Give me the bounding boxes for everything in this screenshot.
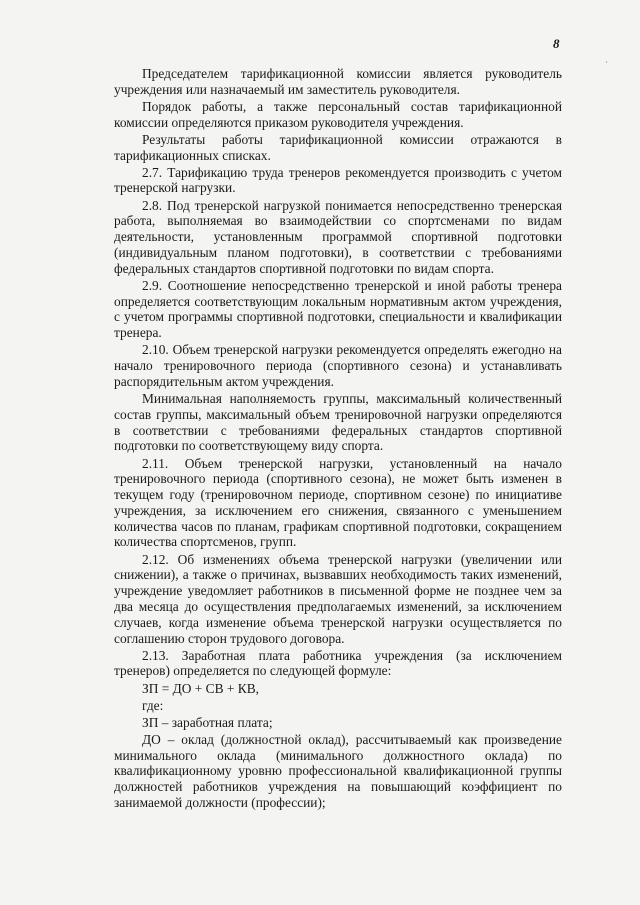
paragraph-2-10: 2.10. Объем тренерской нагрузки рекомендуется определять ежегодно на начало тренировочного периода (спортивного сезона) и устанавливать распорядительным актом учреждения. [114, 342, 562, 389]
document-body [114, 66, 562, 812]
paragraph-group-size: Минимальная наполняемость группы, максимальный количественный состав группы, максимальный объем тренировочной нагрузки определяются в соответствии с требованиями федеральных стандартов спортивной подготовки по соответствующему виду спорта. [114, 391, 562, 454]
formula-where: где: [142, 697, 164, 713]
definition-zp: ЗП – заработная плата; [142, 714, 273, 730]
scan-mark: ˙ [605, 60, 608, 70]
paragraph-2-7: 2.7. Тарификацию труда тренеров рекомендуется производить с учетом тренерской нагрузки. [114, 164, 562, 196]
paragraph-commission-chair: Председателем тарификационной комиссии является руководитель учреждения или назначаемый им заместитель руководителя. [114, 66, 562, 97]
definition-do: ДО – оклад (должностной оклад), рассчитываемый как произведение минимального оклада (минимального должностного оклада) по квалификационному уровню профессиональной квалификационной группы должностей работников учреждения на повышающий коэффициент по занимаемой должности (профессии); [114, 731, 562, 811]
salary-formula: ЗП = ДО + СВ + КВ, [142, 680, 259, 696]
paragraph-2-8: 2.8. Под тренерской нагрузкой понимается непосредственно тренерская работа, выполняемая во взаимодействии со спортсменами по видам деятельности, установленным программой спортивной подготовки (индивидуальным планом подготовки), в соответствии с требованиями федеральных стандартов спортивной подготовки по видам спорта. [114, 197, 562, 276]
page-number: 8 [553, 36, 560, 51]
paragraph-commission-results: Результаты работы тарификационной комиссии отражаются в тарификационных списках. [114, 131, 562, 163]
paragraph-2-11: 2.11. Объем тренерской нагрузки, установленный на начало тренировочного периода (спортивного сезона), не может быть изменен в текущем году (тренировочном периоде, спортивном сезоне) по инициативе учреждения, за исключением его снижения, связанного с уменьшением количества часов по планам, графикам спортивной подготовки, сокращением количества спортсменов, групп. [114, 455, 562, 550]
paragraph-2-9: 2.9. Соотношение непосредственно тренерской и иной работы тренера определяется соответствующим локальным нормативным актом учреждения, с учетом программы спортивной подготовки, специальности и квалификации тренера. [114, 277, 562, 341]
paragraph-2-12: 2.12. Об изменениях объема тренерской нагрузки (увеличении или снижении), а также о причинах, вызвавших необходимость таких изменений, учреждение уведомляет работников в письменной форме не позднее чем за два месяца до осуществления предполагаемых изменений, за исключением случаев, когда изменение объема тренерской нагрузки осуществляется по соглашению сторон трудового договора. [114, 551, 562, 646]
paragraph-2-13: 2.13. Заработная плата работника учреждения (за исключением тренеров) определяется по следующей формуле: [114, 647, 562, 679]
paragraph-commission-procedure: Порядок работы, а также персональный состав тарификационной комиссии определяются приказом руководителя учреждения. [114, 98, 562, 130]
